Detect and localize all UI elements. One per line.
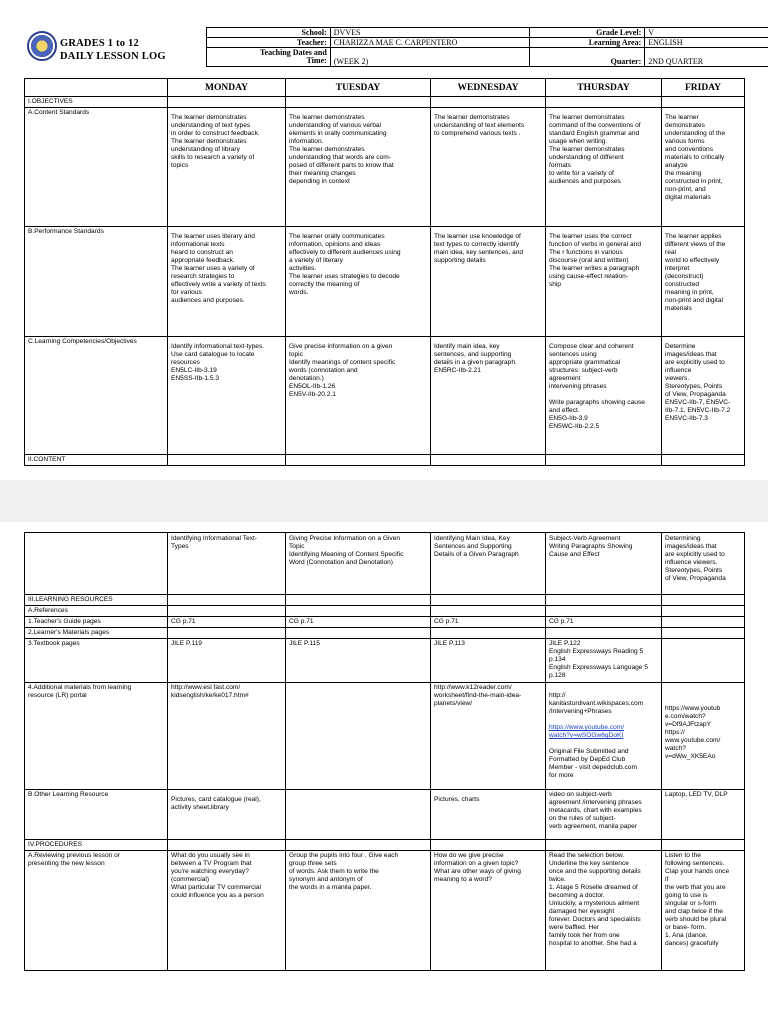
content-thursday: Subject-Verb Agreement Writing Paragraphs Showing Cause and Effect (546, 533, 662, 595)
empty-cell (168, 628, 286, 639)
other-friday: Laptop, LED TV, DLP (662, 790, 745, 840)
info-table (206, 27, 768, 67)
textbook-label: 3.Textbook pages (25, 639, 168, 683)
empty-cell (286, 455, 431, 466)
day-header-tuesday: TUESDAY (286, 79, 431, 97)
additional-tuesday (286, 683, 431, 790)
other-monday: Pictures, card catalogue (real), activity sheet,library (168, 790, 286, 840)
empty-cell (431, 840, 546, 851)
day-header-monday: MONDAY (168, 79, 286, 97)
references-label: A.References (25, 606, 168, 617)
content-monday: Identifying Informational Text- Types (168, 533, 286, 595)
content-row-label (25, 533, 168, 595)
textbook-thursday: JILE P.122 English Expressways Reading 5 p.134 English Expressways Language 5 p.128 (546, 639, 662, 683)
teachers-guide-tuesday: CG p.71 (286, 617, 431, 628)
youtube-link[interactable]: https://www.youtube.com/ watch?v=wSOGw6gDoKI (549, 724, 625, 739)
dates-label (207, 48, 331, 67)
empty-cell (168, 97, 286, 108)
grade-value: V (645, 28, 768, 38)
textbook-friday (662, 639, 745, 683)
other-tuesday (286, 790, 431, 840)
empty-cell (546, 595, 662, 606)
area-label: Learning Area: (530, 38, 645, 48)
competencies-wednesday: Identify main idea, key sentences, and supporting details in a given paragraph. EN5RC-IIb-2.21 (431, 337, 546, 455)
empty-cell (546, 606, 662, 617)
empty-cell (431, 628, 546, 639)
other-wednesday: Pictures, charts (431, 790, 546, 840)
teachers-guide-thursday: CG p.71 (546, 617, 662, 628)
performance-standards-wednesday: The learner use knowledge of text types to correctly identify main idea, key sentences, and supporting details (431, 227, 546, 337)
competencies-friday: Determine images/ideas that are explicitly used to influence viewers. Stereotypes, Points of View, Propaganda EN5VC-IIb-7, EN5VC- IIb-7.1, EN5VC-IIb-7.2 EN5VC-IIb-7.3 (662, 337, 745, 455)
thursday-wiki-url: http:// kanitasturdivant.wikispaces.com /Intervening+Phrases (549, 692, 644, 715)
empty-cell (431, 606, 546, 617)
reviewing-label: A.Reviewing previous lesson or presenting the new lesson (25, 851, 168, 971)
blank-value (645, 48, 768, 58)
empty-cell (546, 455, 662, 466)
empty-cell (662, 840, 745, 851)
reviewing-thursday: Read the selection below. Underline the key sentence once and the supporting details twice. 1. Atage 5 Roselle dreamed of becoming a doctor. Unluckily, a mysterious ailment damaged her eyesight forever. Doctors and specialists were baffled. Her family took her from one hospital to another. She had a (546, 851, 662, 971)
empty-cell (168, 595, 286, 606)
objectives-label: I.OBJECTIVES (25, 97, 168, 108)
page-gap (0, 480, 768, 522)
empty-cell (286, 606, 431, 617)
textbook-wednesday: JILE P.113 (431, 639, 546, 683)
additional-thursday (546, 683, 662, 790)
learners-materials-label: 2.Learner's Materials pages (25, 628, 168, 639)
brand-line-2: DAILY LESSON LOG (60, 51, 166, 62)
area-value: ENGLISH (645, 38, 768, 48)
brand-line-1: GRADES 1 to 12 (60, 38, 139, 49)
performance-standards-friday: The learner applies different views of the real world to effectively interpret (deconstruct) constructed meaning in print, non-print and digital materials (662, 227, 745, 337)
content-standards-wednesday: The learner demonstrates understanding of text elements to comprehend various texts . (431, 108, 546, 227)
page-one (0, 0, 768, 480)
dll-header (24, 27, 744, 71)
content-label: II.CONTENT (25, 455, 168, 466)
empty-cell (431, 595, 546, 606)
additional-wednesday: http://www.k12reader.com/ worksheet/find-the-main-idea- planets/view/ (431, 683, 546, 790)
performance-standards-tuesday: The learner orally communicates information, opinions and ideas effectively to different audiences using a variety of literary activities. The learner uses strategies to decode correctly the meaning of words. (286, 227, 431, 337)
other-thursday: video on subject-verb agreement /intervening phrases metacards, chart with examples on the rules of subject- verb agreement, manila paper (546, 790, 662, 840)
empty-cell (431, 97, 546, 108)
performance-standards-label: B.Performance Standards (25, 227, 168, 337)
teachers-guide-wednesday: CG p.71 (431, 617, 546, 628)
reviewing-friday: Listen to the following sentences. Clap your hands once if the verb that you are going to use is singular or s-form and clap twice if the verb should be plural or base- form. 1. Ana (dance, dances) gracefully (662, 851, 745, 971)
dates-label-line-2: Time: (306, 56, 327, 65)
textbook-monday: JILE P.119 (168, 639, 286, 683)
competencies-tuesday: Give precise information on a given topic Identify meanings of content specific words (connotation and denotation.) EN5OL-IIb-1.26 EN5V-IIb-20.2.1 (286, 337, 431, 455)
empty-cell (286, 840, 431, 851)
empty-cell (168, 840, 286, 851)
dates-label-line-1: Teaching Dates and (259, 48, 327, 57)
teachers-guide-monday: CG p.71 (168, 617, 286, 628)
additional-materials-label: 4.Additional materials from learning resource (LR) portal (25, 683, 168, 790)
content-standards-monday: The learner demonstrates understanding of text types in order to construct feedback. The learner demonstrates understanding of library skills to research a variety of topics (168, 108, 286, 227)
corner-cell (25, 79, 168, 97)
additional-friday: https://www.youtub e.com/watch? v=Df9AJFtzapY https:// www.youtube.com/ watch? v=dWw_XK5EAo (662, 683, 745, 790)
blank-label (530, 48, 645, 58)
page-two (0, 522, 768, 1024)
teacher-value: CHARIZZA MAE C. CARPENTERO (330, 38, 530, 48)
textbook-tuesday: JILE P.115 (286, 639, 431, 683)
content-standards-tuesday: The learner demonstrates understanding of various verbal elements in orally communicating information. The learner demonstrates understanding that words are com- posed of different parts to know that their meaning changes depending in context (286, 108, 431, 227)
other-resources-label: B.Other Learning Resource (25, 790, 168, 840)
empty-cell (546, 840, 662, 851)
empty-cell (286, 595, 431, 606)
empty-cell (662, 606, 745, 617)
procedures-label: IV.PROCEDURES (25, 840, 168, 851)
content-tuesday: Giving Precise Information on a Given Topic Identifying Meaning of Content Specific Word (Connotation and Denotation) (286, 533, 431, 595)
school-label: School: (207, 28, 331, 38)
empty-cell (286, 628, 431, 639)
dll-title (60, 37, 166, 63)
empty-cell (431, 455, 546, 466)
competencies-thursday: Compose clear and coherent sentences using appropriate grammatical structures: subject-verb agreement intervening phrases Write paragraphs showing cause and effect. EN5G-IIb-3.9 EN5WC-IIb-2.2.5 (546, 337, 662, 455)
content-friday: Determining images/ideas that are explicitly used to influence viewers. Stereotypes, Points of View, Propaganda (662, 533, 745, 595)
objectives-table (24, 78, 745, 466)
grade-label: Grade Level: (530, 28, 645, 38)
empty-cell (546, 628, 662, 639)
empty-cell (662, 595, 745, 606)
dates-value: (WEEK 2) (330, 48, 530, 67)
empty-cell (168, 606, 286, 617)
competencies-label: C.Learning Competencies/Objectives (25, 337, 168, 455)
resources-table (24, 532, 745, 971)
content-standards-label: A.Content Standards (25, 108, 168, 227)
empty-cell (662, 455, 745, 466)
content-standards-thursday: The learner demonstrates command of the conventions of standard English grammar and usage when writing. The learner demonstrates understanding of different formats to write for a variety of audiences and purposes (546, 108, 662, 227)
school-value: DVVES (330, 28, 530, 38)
reviewing-tuesday: Group the pupils into four . Give each group three sets of words. Ask them to write the synonym and antonym of the words in a manila paper. (286, 851, 431, 971)
reviewing-wednesday: How do we give precise information on a given topic? What are other ways of giving meaning to a word? (431, 851, 546, 971)
additional-monday: http://www.esl fast.com/ kidsenglish/ke/ke017.htm# (168, 683, 286, 790)
day-header-thursday: THURSDAY (546, 79, 662, 97)
day-header-wednesday: WEDNESDAY (431, 79, 546, 97)
performance-standards-monday: The learner uses literary and informational texts heard to construct an appropriate feedback. The learner uses a variety of research strategies to effectively write a variety of texts for various audiences and purposes. (168, 227, 286, 337)
empty-cell (662, 628, 745, 639)
reviewing-monday: What do you usually see in between a TV Program that you're watching everyday? (commercial) What particular TV commercial could influence you as a person (168, 851, 286, 971)
content-standards-friday: The learner demonstrates understanding of the various forms and conventions materials to critically analyze the meaning constructed in print, non-print, and digital materials (662, 108, 745, 227)
resources-label: III.LEARNING RESOURCES (25, 595, 168, 606)
teacher-label: Teacher: (207, 38, 331, 48)
empty-cell (546, 97, 662, 108)
deped-seal-icon (27, 31, 57, 61)
content-wednesday: Identifying Main Idea, Key Sentences and Supporting Details of a Given Paragraph (431, 533, 546, 595)
competencies-monday: Identify informational text-types. Use card catalogue to locate resources EN5LC-IIb-3.19 EN5SS-IIb-1.5.3 (168, 337, 286, 455)
quarter-value: 2ND QUARTER (645, 57, 768, 67)
empty-cell (168, 455, 286, 466)
quarter-label: Quarter: (530, 57, 645, 67)
teachers-guide-label: 1.Teacher's Guide pages (25, 617, 168, 628)
teachers-guide-friday (662, 617, 745, 628)
empty-cell (662, 97, 745, 108)
performance-standards-thursday: The learner uses the correct function of verbs in general and The r functions in various discourse (oral and written) The learner writes a paragraph using cause-effect relation- ship (546, 227, 662, 337)
empty-cell (286, 97, 431, 108)
thursday-source-note: Original File Submitted and Formatted by DepEd Club Member - visit depedclub.com for more (549, 748, 637, 779)
day-header-friday: FRIDAY (662, 79, 745, 97)
